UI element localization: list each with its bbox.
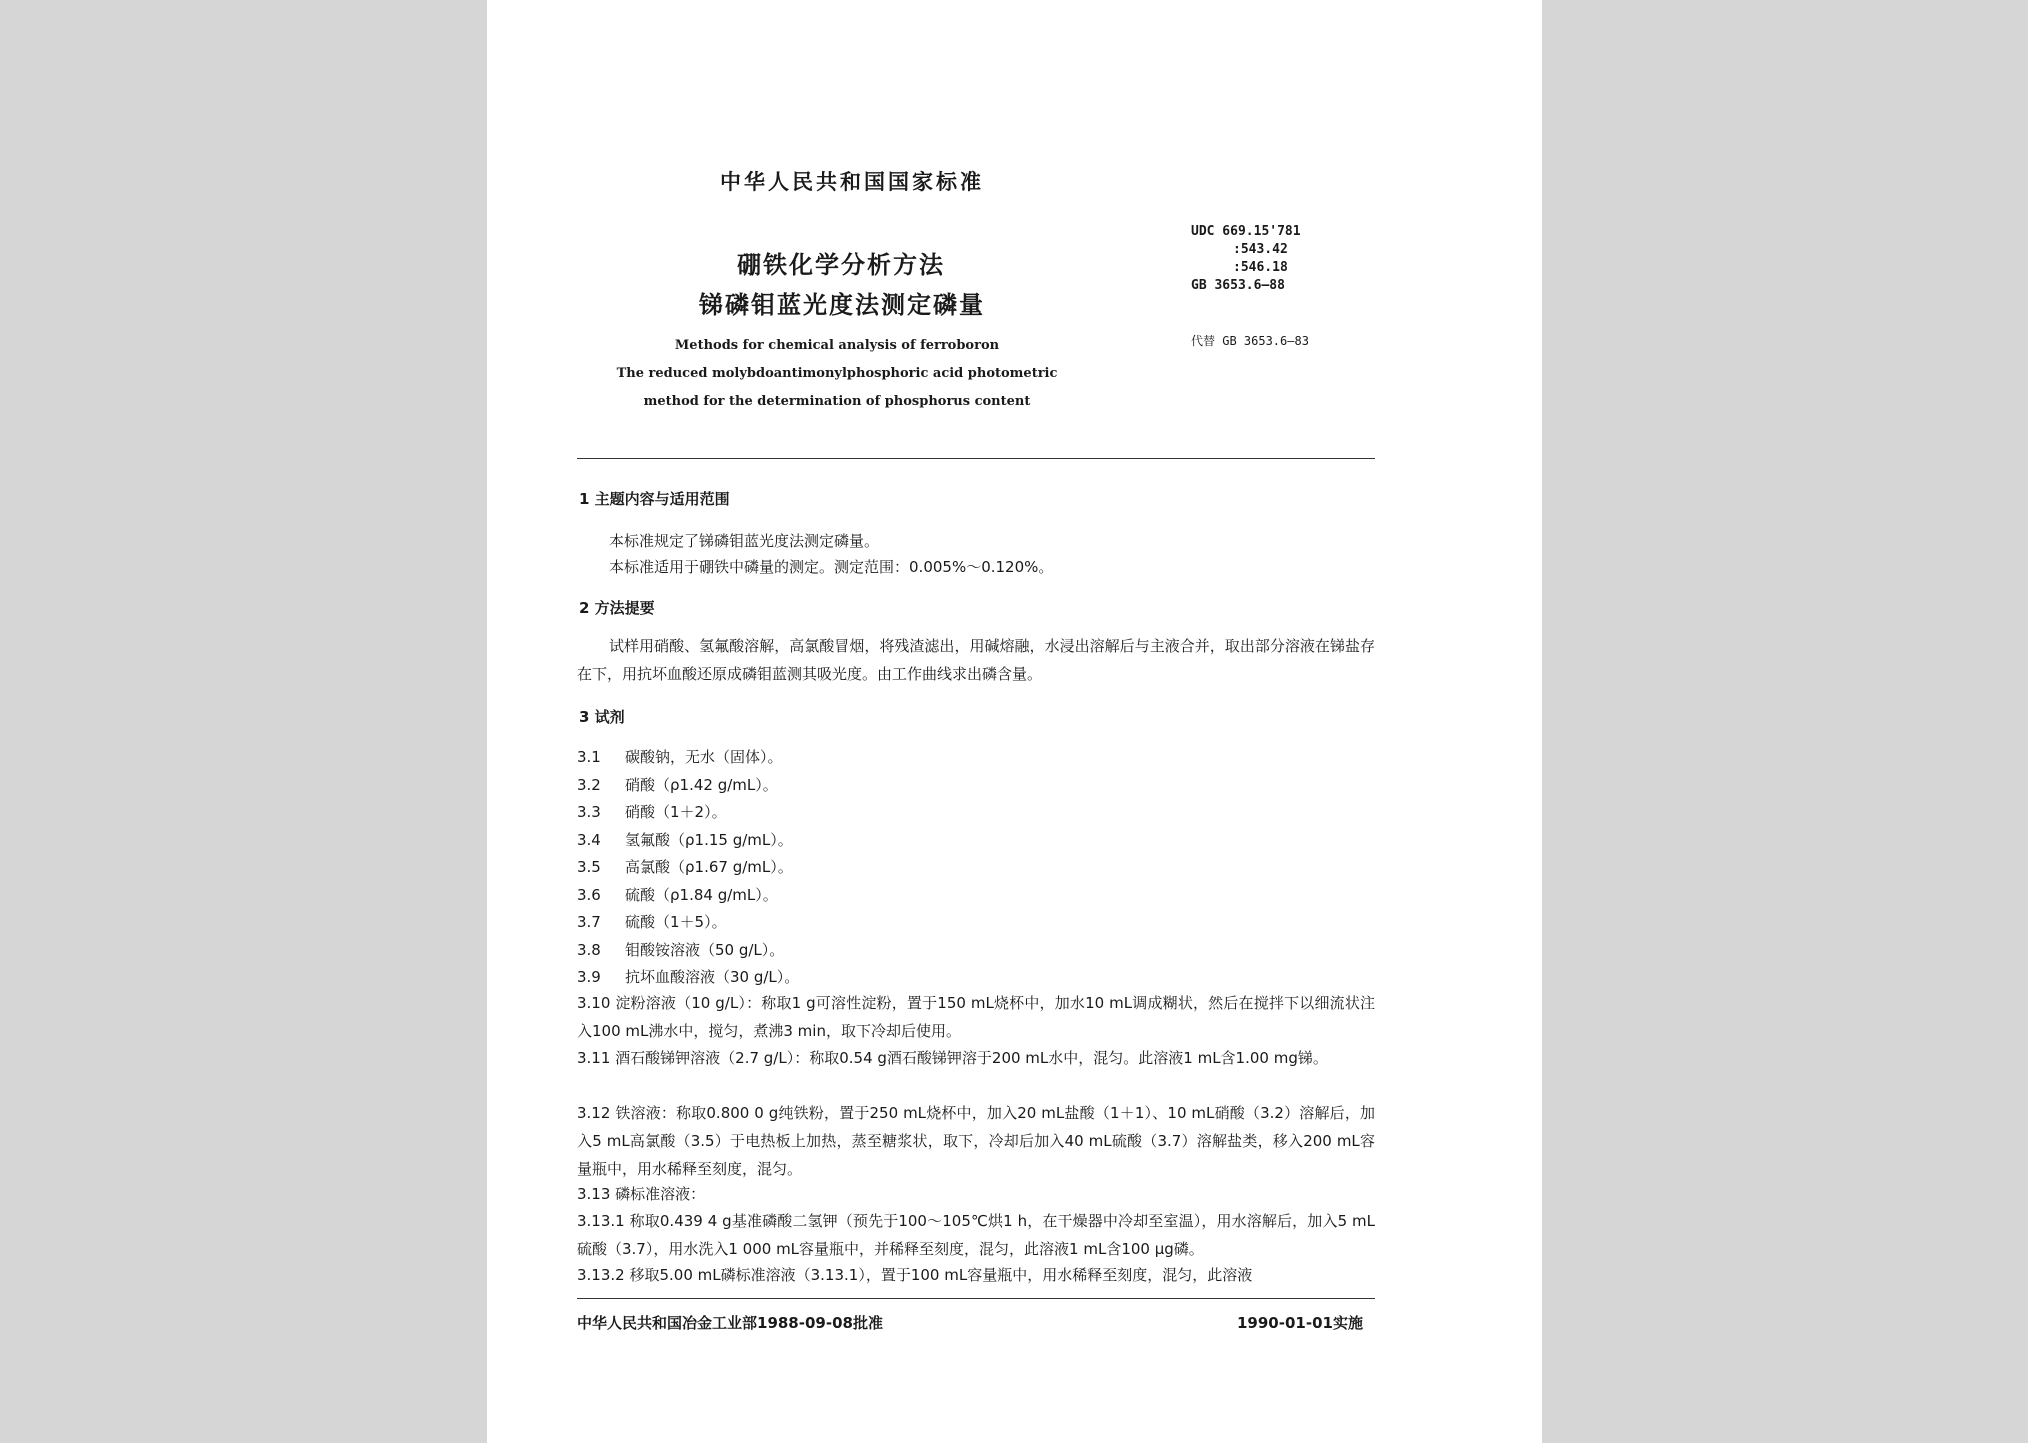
udc-code-3: :546.18 <box>1233 260 1288 275</box>
reagent-item <box>577 939 784 960</box>
reagent-text: 硫酸（ρ1.84 g/mL）。 <box>625 885 778 904</box>
reagent-number: 3.1 <box>577 748 601 766</box>
gb-number: GB 3653.6—88 <box>1191 278 1285 293</box>
reagent-3-10: 3.10 淀粉溶液（10 g/L）：称取1 g可溶性淀粉，置于150 mL烧杯中，加水10 mL调成糊状，然后在搅拌下以细流状注入100 mL沸水中，搅匀，煮沸3 min，取下冷却后使用。 <box>577 994 1375 1040</box>
reagent-3-13-2: 3.13.2 移取5.00 mL磷标准溶液（3.13.1），置于100 mL容量瓶中，用水稀释至刻度，混匀，此溶液 <box>577 1266 1253 1284</box>
english-title-line-3: method for the determination of phosphorus content <box>643 394 1031 409</box>
reagent-item <box>577 774 778 795</box>
section-1-paragraph-1: 本标准规定了锑磷钼蓝光度法测定磷量。 <box>609 532 880 550</box>
reagent-text: 硝酸（1＋2）。 <box>625 803 727 821</box>
section-3-title: 3 试剂 <box>579 708 625 726</box>
reagent-item <box>577 966 799 987</box>
replaces-standard: 代替 GB 3653.6—83 <box>1191 334 1309 348</box>
reagent-item <box>577 911 727 932</box>
reagent-number: 3.9 <box>577 968 601 986</box>
section-1-title: 1 主题内容与适用范围 <box>579 490 730 508</box>
reagent-item <box>577 829 793 850</box>
document-page <box>487 0 1542 1443</box>
reagent-3-11: 3.11 酒石酸锑钾溶液（2.7 g/L）：称取0.54 g酒石酸锑钾溶于200 mL水中，混匀。此溶液1 mL含1.00 mg锑。 <box>577 1049 1328 1067</box>
reagent-3-13-1: 3.13.1 称取0.439 4 g基准磷酸二氢钾（预先于100～105℃烘1 h，在干燥器中冷却至室温），用水溶解后，加入5 mL硫酸（3.7），用水洗入1 000 mL容量瓶中，并稀释至刻度，混匀，此溶液1 mL含100 μg磷。 <box>577 1212 1375 1258</box>
reagent-text: 高氯酸（ρ1.67 g/mL）。 <box>625 858 793 876</box>
reagent-text: 碳酸钠，无水（固体）。 <box>625 748 783 766</box>
english-title-line-2: The reduced molybdoantimonylphosphoric acid photometric <box>616 366 1058 381</box>
title-line-2: 锑磷钼蓝光度法测定磷量 <box>699 291 985 319</box>
footer-divider <box>577 1298 1375 1299</box>
effective-date: 1990-01-01实施 <box>1237 1314 1363 1332</box>
reagent-number: 3.6 <box>577 885 601 904</box>
reagent-text: 抗坏血酸溶液（30 g/L）。 <box>625 968 800 986</box>
reagent-number: 3.3 <box>577 803 601 821</box>
reagent-number: 3.5 <box>577 858 601 876</box>
reagent-3-12: 3.12 铁溶液：称取0.800 0 g纯铁粉，置于250 mL烧杯中，加入20 mL盐酸（1＋1）、10 mL硝酸（3.2）溶解后，加入5 mL高氯酸（3.5）于电热板上加热，蒸至糖浆状，取下，冷却后加入40 mL硫酸（3.7）溶解盐类，移入200 mL容量瓶中，用水稀释至刻度，混匀。 <box>577 1104 1375 1178</box>
reagent-item <box>577 801 727 822</box>
udc-code-2: :543.42 <box>1233 242 1288 257</box>
reagent-item <box>577 856 793 877</box>
reagent-text: 硫酸（1＋5）。 <box>625 913 727 931</box>
reagent-text: 氢氟酸（ρ1.15 g/mL）。 <box>625 830 793 849</box>
section-2-title: 2 方法提要 <box>579 599 655 617</box>
reagent-item <box>577 746 783 767</box>
reagent-number: 3.8 <box>577 940 601 959</box>
udc-code: UDC 669.15'781 <box>1191 224 1301 239</box>
reagent-3-13: 3.13 磷标准溶液： <box>577 1185 706 1203</box>
title-line-1: 硼铁化学分析方法 <box>737 251 945 279</box>
section-1-paragraph-2: 本标准适用于硼铁中磷量的测定。测定范围：0.005%～0.120%。 <box>609 558 1054 576</box>
national-standard-heading: 中华人民共和国国家标准 <box>720 170 984 194</box>
reagent-number: 3.4 <box>577 830 601 849</box>
reagent-text: 硝酸（ρ1.42 g/mL）。 <box>625 775 778 794</box>
reagent-number: 3.2 <box>577 775 601 794</box>
reagent-item <box>577 884 778 905</box>
english-title-line-1: Methods for chemical analysis of ferroboron <box>674 338 1000 353</box>
approval-date: 中华人民共和国冶金工业部1988-09-08批准 <box>577 1314 883 1332</box>
reagent-number: 3.7 <box>577 913 601 931</box>
section-2-paragraph: 试样用硝酸、氢氟酸溶解，高氯酸冒烟，将残渣滤出，用碱熔融，水浸出溶解后与主液合并，取出部分溶液在锑盐存在下，用抗坏血酸还原成磷钼蓝测其吸光度。由工作曲线求出磷含量。 <box>577 637 1375 683</box>
header-divider <box>577 458 1375 459</box>
reagent-text: 钼酸铵溶液（50 g/L）。 <box>625 940 785 959</box>
